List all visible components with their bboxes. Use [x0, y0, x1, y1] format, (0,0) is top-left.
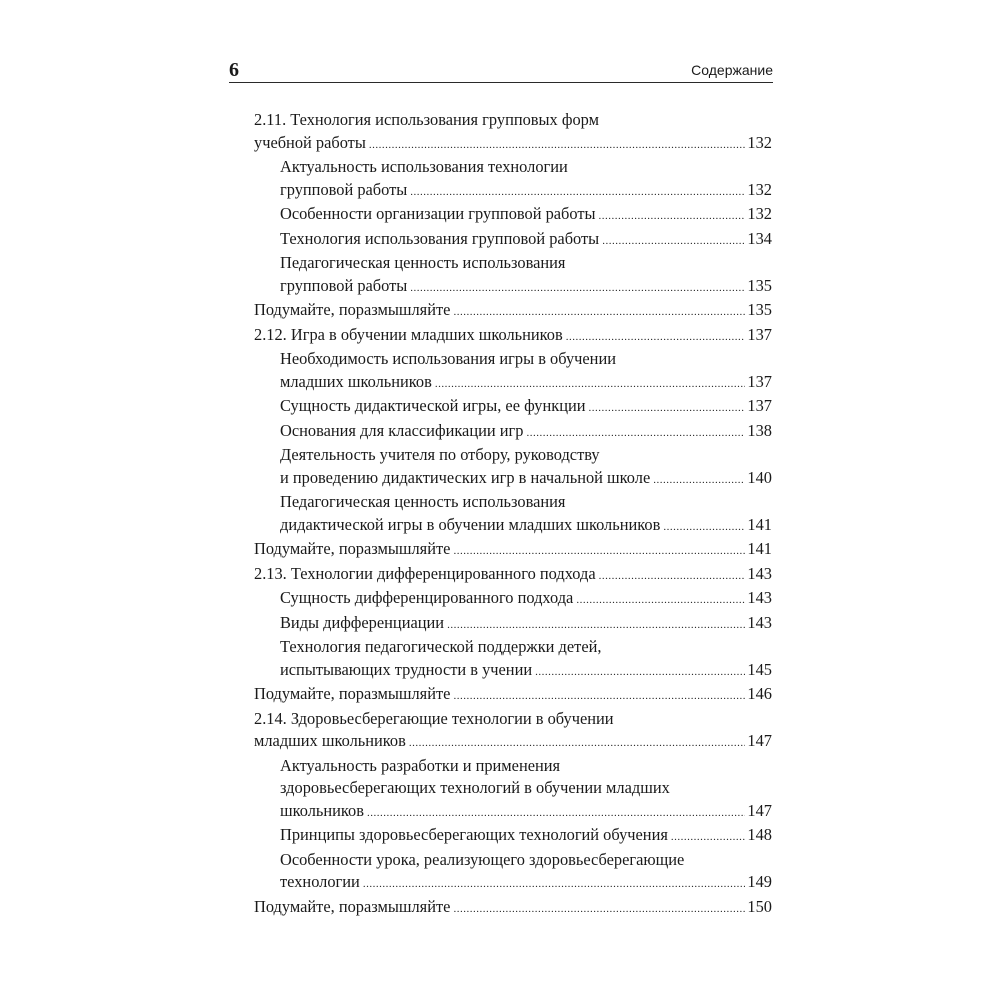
- toc-entry-last-line: [280, 179, 772, 204]
- toc-page-number: 141: [747, 539, 772, 558]
- toc-entry-title: младших школьников: [254, 731, 406, 750]
- toc-entry-title: групповой работы: [280, 275, 408, 295]
- running-head: Содержание: [691, 62, 773, 78]
- toc-subentry: [254, 348, 772, 395]
- toc-entry-title: испытывающих трудности в учении: [280, 659, 533, 679]
- toc-entry-last-line: [280, 514, 772, 539]
- toc-entry: [254, 563, 772, 588]
- toc-subentry: [254, 755, 772, 825]
- dot-leader: [410, 181, 745, 204]
- dot-leader: [453, 301, 745, 324]
- toc-page-number: 148: [747, 825, 772, 844]
- table-of-contents: [254, 109, 772, 920]
- toc-page-number: 137: [747, 396, 772, 415]
- page-number: 6: [229, 59, 239, 81]
- toc-entry-title-line: здоровьесберегающих технологий в обучении младших: [280, 778, 670, 797]
- toc-page-number: 132: [747, 179, 772, 199]
- dot-leader: [410, 277, 745, 300]
- toc-entry-last-line: [254, 132, 772, 157]
- toc-entry-title-line: Педагогическая ценность использования: [280, 253, 566, 272]
- dot-leader: [367, 802, 745, 825]
- toc-entry-last-line: [254, 896, 772, 921]
- toc-entry-last-line: [280, 612, 772, 637]
- toc-entry-last-line: [254, 324, 772, 349]
- toc-page-number: 143: [747, 563, 772, 583]
- toc-entry: [254, 683, 772, 708]
- toc-entry-last-line: [280, 467, 772, 492]
- toc-entry-last-line: [254, 299, 772, 324]
- toc-entry-title: Подумайте, поразмышляйте: [254, 896, 451, 916]
- dot-leader: [602, 230, 745, 253]
- toc-entry-last-line: [280, 228, 772, 253]
- toc-subentry: [254, 587, 772, 612]
- toc-entry-title: дидактической игры в обучении младших школьников: [280, 514, 661, 534]
- toc-page-number: 143: [747, 612, 772, 632]
- toc-entry-title-line: 2.11. Технология использования групповых форм: [254, 110, 599, 129]
- dot-leader: [653, 469, 745, 492]
- toc-page-number: 150: [747, 896, 772, 916]
- toc-entry-title: 2.13. Технологии дифференцированного подхода: [254, 563, 596, 583]
- toc-subentry: [254, 395, 772, 420]
- toc-entry-title: 2.12. Игра в обучении младших школьников: [254, 324, 563, 344]
- toc-entry-title-line: Педагогическая ценность использования: [280, 492, 566, 511]
- toc-page-number: 146: [747, 684, 772, 703]
- toc-entry-title-line: Актуальность разработки и применения: [280, 755, 561, 775]
- toc-entry-title: Подумайте, поразмышляйте: [254, 539, 451, 558]
- toc-page-number: 147: [747, 731, 772, 750]
- toc-subentry: [254, 156, 772, 203]
- dot-leader: [589, 397, 746, 420]
- toc-entry-title: Основания для классификации игр: [280, 420, 524, 440]
- toc-entry-last-line: [254, 730, 772, 755]
- toc-subentry: [254, 252, 772, 299]
- toc-entry-last-line: [280, 395, 772, 420]
- toc-entry: [254, 109, 772, 156]
- toc-entry-last-line: [280, 824, 772, 849]
- toc-subentry: [254, 491, 772, 538]
- toc-entry-last-line: [280, 871, 772, 896]
- toc-entry-last-line: [254, 538, 772, 563]
- dot-leader: [447, 614, 745, 637]
- dot-leader: [453, 540, 745, 563]
- toc-entry-last-line: [280, 659, 772, 684]
- dot-leader: [453, 685, 745, 708]
- toc-entry-title: учебной работы: [254, 132, 366, 152]
- toc-entry-last-line: [254, 683, 772, 708]
- toc-entry-last-line: [280, 203, 772, 228]
- toc-page-number: 132: [747, 132, 772, 152]
- dot-leader: [599, 565, 746, 588]
- toc-entry-last-line: [254, 563, 772, 588]
- toc-entry-last-line: [280, 420, 772, 445]
- toc-entry-title: Виды дифференциации: [280, 612, 445, 632]
- toc-entry: [254, 896, 772, 921]
- toc-entry-title-line: Технология педагогической поддержки детей,: [280, 637, 602, 656]
- toc-entry-title: Сущность дифференцированного подхода: [280, 588, 574, 607]
- toc-entry: [254, 708, 772, 755]
- toc-entry-last-line: [280, 587, 772, 612]
- toc-entry-title: Принципы здоровьесберегающих технологий обучения: [280, 825, 668, 844]
- toc-page-number: 134: [747, 228, 772, 248]
- toc-page-number: 141: [747, 514, 772, 534]
- page-header: [229, 58, 773, 83]
- toc-page-number: 135: [747, 300, 772, 319]
- toc-entry-title: групповой работы: [280, 179, 408, 199]
- toc-entry-last-line: [280, 275, 772, 300]
- toc-subentry: [254, 612, 772, 637]
- toc-entry-last-line: [280, 371, 772, 396]
- toc-subentry: [254, 636, 772, 683]
- dot-leader: [576, 589, 745, 612]
- toc-subentry: [254, 420, 772, 445]
- dot-leader: [369, 134, 746, 157]
- toc-subentry: [254, 849, 772, 896]
- toc-entry: [254, 538, 772, 563]
- toc-entry-title: и проведению дидактических игр в начальной школе: [280, 467, 651, 487]
- toc-entry-title: младших школьников: [280, 371, 432, 391]
- toc-entry-title: Подумайте, поразмышляйте: [254, 684, 451, 703]
- toc-entry-title: школьников: [280, 800, 364, 820]
- toc-subentry: [254, 444, 772, 491]
- toc-subentry: [254, 203, 772, 228]
- toc-subentry: [254, 824, 772, 849]
- dot-leader: [663, 516, 745, 539]
- toc-page-number: 149: [747, 872, 772, 891]
- toc-page-number: 132: [747, 204, 772, 223]
- dot-leader: [453, 898, 745, 921]
- toc-page-number: 135: [747, 275, 772, 295]
- toc-page-number: 137: [747, 371, 772, 391]
- dot-leader: [566, 326, 746, 349]
- toc-page-number: 143: [747, 588, 772, 607]
- dot-leader: [363, 873, 746, 896]
- dot-leader: [599, 205, 746, 228]
- toc-entry-title: Подумайте, поразмышляйте: [254, 300, 451, 319]
- toc-page-number: 147: [747, 800, 772, 820]
- toc-entry-last-line: [280, 800, 772, 825]
- toc-entry-title-line: Актуальность использования технологии: [280, 157, 568, 176]
- toc-entry-title-line: Необходимость использования игры в обучении: [280, 349, 616, 368]
- toc-entry: [254, 299, 772, 324]
- dot-leader: [535, 661, 745, 684]
- dot-leader: [409, 732, 746, 755]
- toc-entry-title-line: 2.14. Здоровьесберегающие технологии в обучении: [254, 708, 614, 728]
- toc-subentry: [254, 228, 772, 253]
- toc-page-number: 140: [747, 467, 772, 487]
- toc-page-number: 138: [747, 420, 772, 440]
- toc-entry-title-line: Особенности урока, реализующего здоровьесберегающие: [280, 849, 685, 869]
- toc-entry: [254, 324, 772, 349]
- toc-entry-title: Сущность дидактической игры, ее функции: [280, 396, 586, 415]
- toc-entry-title-line: Деятельность учителя по отбору, руководству: [280, 445, 600, 464]
- toc-page-number: 145: [747, 659, 772, 679]
- toc-entry-title: технологии: [280, 872, 360, 891]
- toc-page-number: 137: [747, 324, 772, 344]
- toc-entry-title: Особенности организации групповой работы: [280, 204, 596, 223]
- dot-leader: [671, 826, 746, 849]
- dot-leader: [526, 422, 745, 445]
- toc-entry-title: Технология использования групповой работы: [280, 228, 600, 248]
- dot-leader: [435, 373, 746, 396]
